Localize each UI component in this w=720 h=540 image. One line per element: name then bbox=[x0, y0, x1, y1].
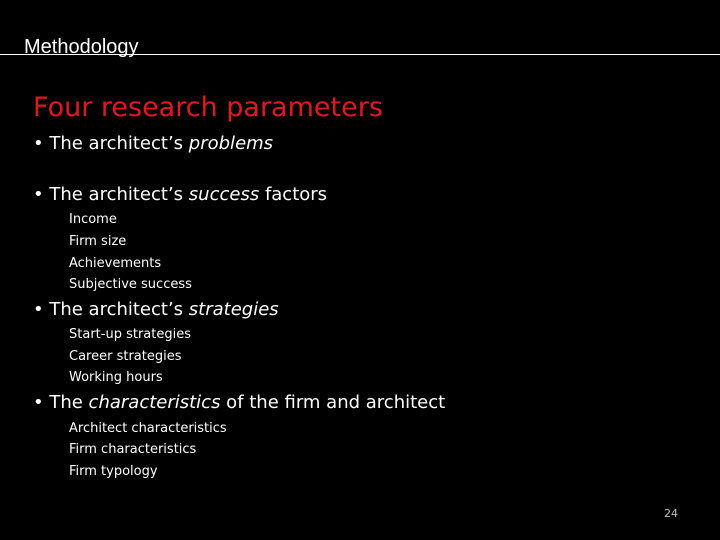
bullet-emphasis: success bbox=[188, 184, 260, 205]
section-title: Methodology bbox=[24, 36, 139, 58]
bullet-suffix: factors bbox=[259, 184, 328, 205]
bullet-prefix: • The architect’s bbox=[33, 299, 189, 320]
subitem-working-hours: Working hours bbox=[69, 370, 163, 385]
subitem-subjective-success: Subjective success bbox=[69, 277, 192, 292]
subitem-architect-characteristics: Architect characteristics bbox=[69, 421, 227, 436]
page-number: 24 bbox=[664, 507, 678, 520]
bullet-emphasis: characteristics bbox=[88, 392, 221, 413]
bullet-emphasis: problems bbox=[188, 133, 274, 154]
title-divider bbox=[0, 54, 720, 55]
bullet-prefix: • The architect’s bbox=[33, 184, 189, 205]
bullet-prefix: • The bbox=[33, 392, 89, 413]
bullet-prefix: • The architect’s bbox=[33, 133, 189, 154]
subitem-firm-typology: Firm typology bbox=[69, 464, 158, 479]
subitem-achievements: Achievements bbox=[69, 256, 162, 271]
subitem-career-strategies: Career strategies bbox=[69, 349, 182, 364]
subitem-firm-size: Firm size bbox=[69, 234, 127, 249]
subitem-income: Income bbox=[69, 212, 117, 227]
bullet-characteristics bbox=[33, 392, 445, 414]
subitem-firm-characteristics: Firm characteristics bbox=[69, 442, 197, 457]
slide-heading: Four research parameters bbox=[33, 92, 383, 123]
bullet-suffix: of the firm and architect bbox=[220, 392, 446, 413]
bullet-emphasis: strategies bbox=[188, 299, 279, 320]
bullet-problems bbox=[33, 133, 273, 155]
bullet-strategies bbox=[33, 299, 279, 321]
subitem-start-up-strategies: Start-up strategies bbox=[69, 327, 191, 342]
bullet-success-factors bbox=[33, 184, 327, 206]
